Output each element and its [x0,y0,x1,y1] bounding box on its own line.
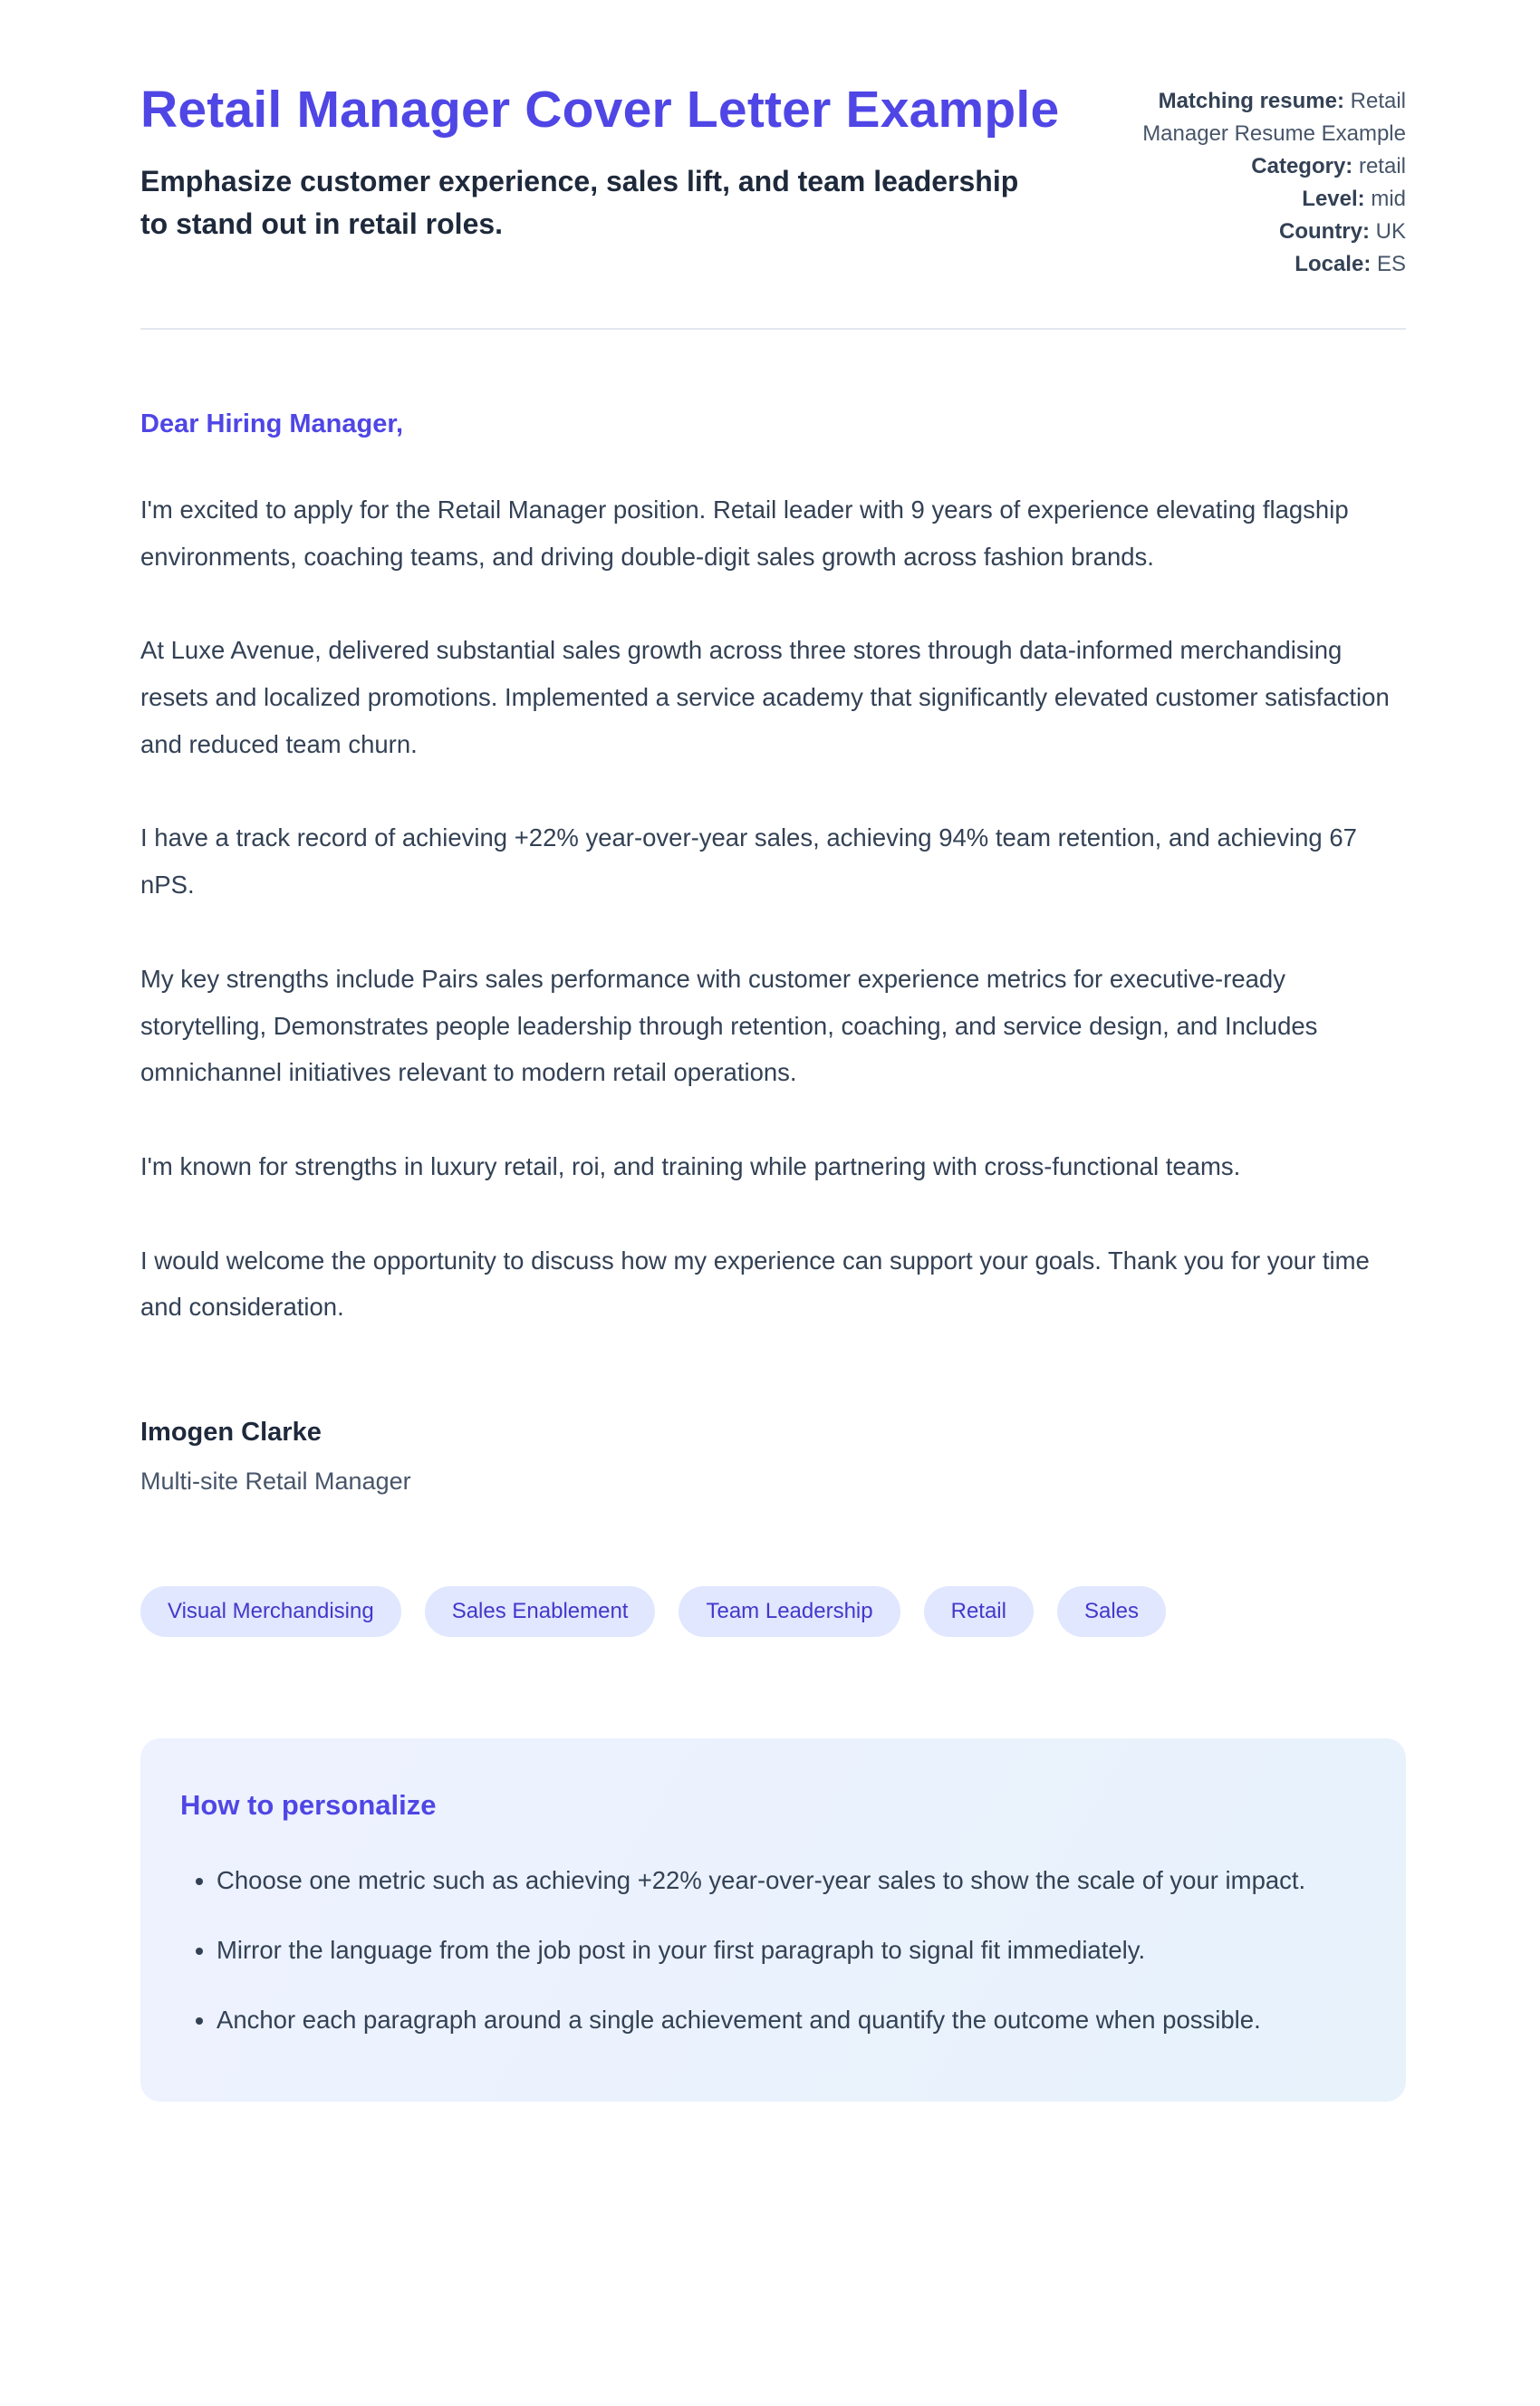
meta-row-level [1102,183,1406,216]
meta-row-category [1102,150,1406,183]
tag-chip-retail[interactable]: Retail [924,1586,1034,1637]
paragraph-experience: At Luxe Avenue, delivered substantial sales growth across three stores through data-informed merchandising resets and localized promotions. Implemented a service academy that significantly elevated customer satisfaction and reduced team churn. [140,636,1390,758]
personalize-bullet: • Mirror the language from the job post in your first paragraph to signal fit immediately. [217,1928,1349,1974]
signature-title: Multi-site Retail Manager [140,1467,411,1495]
paragraph-closing: I would welcome the opportunity to discuss how my experience can support your goals. Thank you for your time and consideration. [140,1246,1370,1322]
tag-chip-visual-merchandising[interactable]: Visual Merchandising [140,1586,401,1637]
meta-panel [1102,80,1406,281]
page-subtitle: Emphasize customer experience, sales lift, and team leadership to stand out in retail roles. [140,165,1019,240]
header-divider [140,328,1406,330]
personalize-card-title: How to personalize [180,1788,437,1821]
tag-list [140,1586,1406,1637]
meta-row-matching-resume [1102,85,1406,150]
meta-label: Matching resume: [1158,89,1344,113]
meta-row-country [1102,216,1406,248]
header-title-block [140,80,1066,245]
meta-value: ES [1376,252,1406,276]
personalize-bullet-list [180,1858,1352,2044]
meta-value: retail [1358,154,1406,178]
signature-block [140,1418,1406,1496]
header [140,80,1406,281]
personalize-card [140,1738,1406,2102]
meta-value: UK [1375,219,1406,244]
signature-name: Imogen Clarke [140,1417,322,1447]
page-title: Retail Manager Cover Letter Example [140,81,1060,139]
tag-chip-sales[interactable]: Sales [1057,1586,1166,1637]
paragraph-track-record: I have a track record of achieving +22% year-over-year sales, achieving 94% team retention, and achieving 67 nPS. [140,823,1357,900]
cover-letter-body [140,409,1406,1496]
paragraph-intro: I'm excited to apply for the Retail Manager position. Retail leader with 9 years of experience elevating flagship environments, coaching teams, and driving double-digit sales growth across fashion brands. [140,496,1349,571]
meta-value: Retail Manager Resume Example [1142,89,1406,146]
paragraph-known-for: I'm known for strengths in luxury retail, roi, and training while partnering with cross-functional teams. [140,1151,1241,1180]
meta-label: Locale: [1295,252,1372,276]
tag-chip-sales-enablement[interactable]: Sales Enablement [425,1586,656,1637]
personalize-bullet: • Anchor each paragraph around a single achievement and quantify the outcome when possible. [217,1997,1349,2044]
paragraph-strengths: My key strengths include Pairs sales performance with customer experience metrics for executive-ready storytelling, Demonstrates people leadership through retention, coaching, and service design, and Includes omnichannel initiatives relevant to modern retail operations. [140,964,1318,1087]
meta-row-locale [1102,248,1406,281]
tag-chip-team-leadership[interactable]: Team Leadership [679,1586,900,1637]
meta-label: Country: [1279,219,1370,244]
personalize-bullet: • Choose one metric such as achieving +22% year-over-year sales to show the scale of your impact. [217,1858,1349,1904]
salutation: Dear Hiring Manager, [140,409,404,438]
meta-label: Level: [1302,187,1365,211]
meta-label: Category: [1251,154,1353,178]
meta-value: mid [1371,187,1406,211]
